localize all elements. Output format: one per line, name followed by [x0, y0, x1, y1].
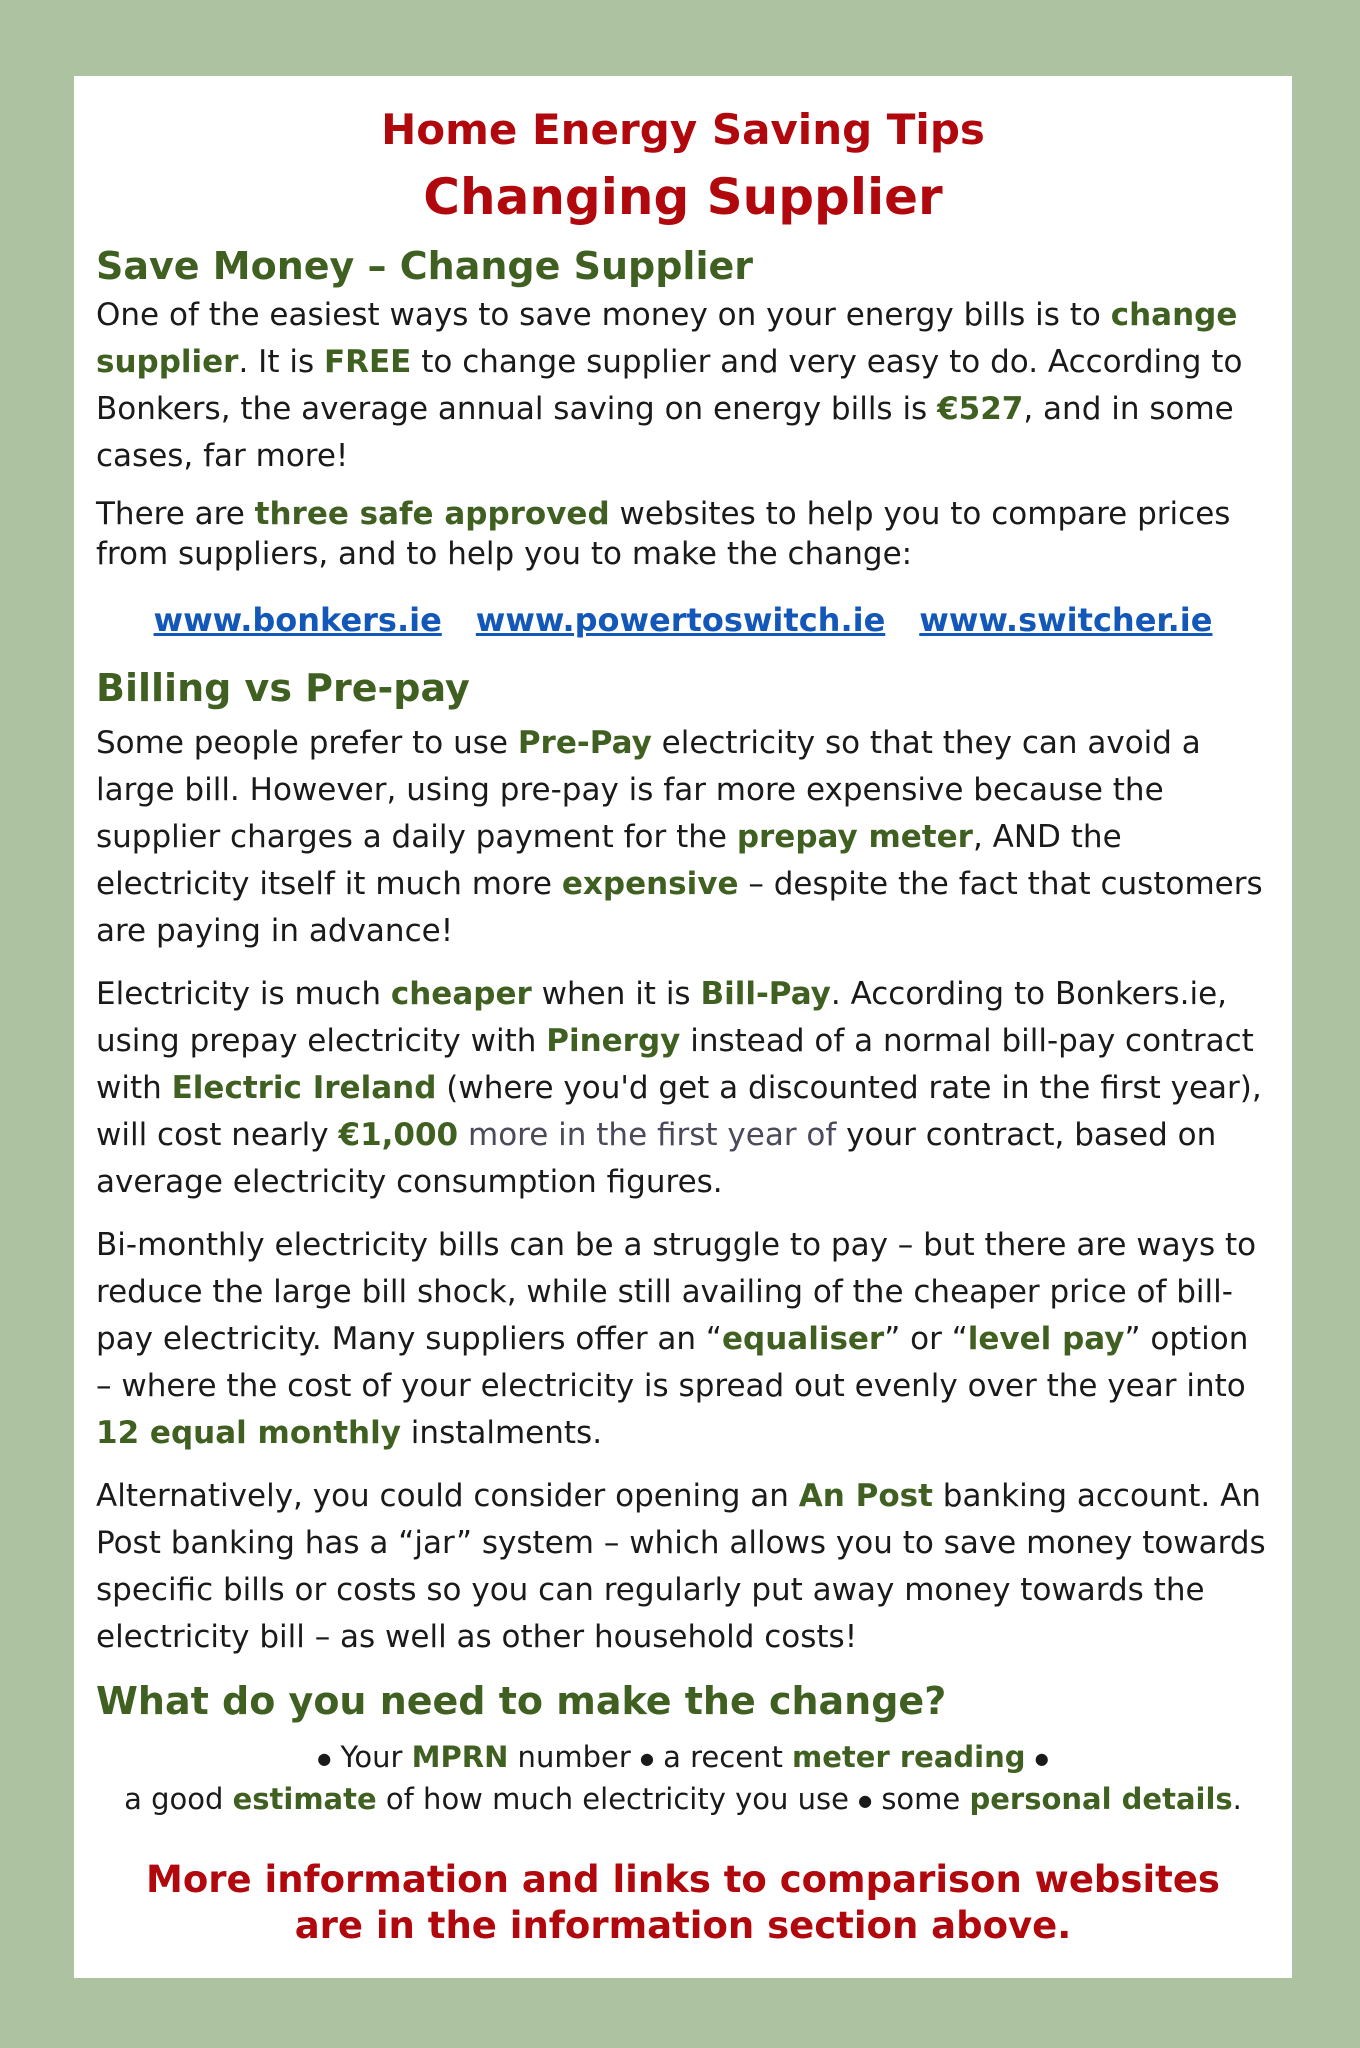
bullet-icon: ●	[858, 1791, 873, 1810]
section-heading-what-you-need: What do you need to make the change?	[96, 1679, 947, 1723]
requirements-list	[96, 1737, 1270, 1821]
page-subtitle: Changing Supplier	[423, 168, 943, 226]
paragraph-billpay: Electricity is much cheaper when it is Bill-Pay. According to Bonkers.ie, using prepay electricity with Pinergy instead of a normal bill-pay contract with Electric Ireland (where you'd get a discounted rate in the first year), will cost nearly €1,000 more in the first year of your contract, based on average electricity consumption figures.	[96, 976, 1262, 1200]
section-heading-save-money: Save Money – Change Supplier	[96, 244, 753, 288]
info-card	[74, 76, 1292, 1978]
footer-note	[96, 1857, 1270, 1949]
paragraph-an-post: Alternatively, you could consider opening an An Post banking account. An Post banking has a “jar” system – which allows you to save money towards specific bills or costs so you can regularly put away money towards the electricity bill – as well as other household costs!	[96, 1478, 1266, 1655]
footer-line-2: are in the information section above.	[294, 1904, 1072, 1947]
bullet-icon: ●	[317, 1749, 332, 1768]
link-bonkers[interactable]: www.bonkers.ie	[153, 601, 442, 639]
link-powertoswitch[interactable]: www.powertoswitch.ie	[475, 601, 886, 639]
requirements-line-2: a good estimate of how much electricity you use ● some personal details.	[124, 1782, 1242, 1816]
paragraph-bimonthly: Bi-monthly electricity bills can be a struggle to pay – but there are ways to reduce the large bill shock, while still availing of the cheaper price of bill-pay electricity. Many suppliers offer an “equaliser” or “level pay” option – where the cost of your electricity is spread out evenly over the year into 12 equal monthly instalments.	[96, 1227, 1257, 1451]
website-links	[96, 598, 1270, 642]
paragraph-save-money: One of the easiest ways to save money on your energy bills is to change supplier. It is FREE to change supplier and very easy to do. According to Bonkers, the average annual saving on energy bills is €527, and in some cases, far more!	[96, 297, 1243, 474]
page-title: Home Energy Saving Tips	[381, 105, 985, 154]
bullet-icon: ●	[639, 1749, 654, 1768]
footer-line-1: More information and links to comparison websites	[146, 1858, 1220, 1901]
section-heading-billing: Billing vs Pre-pay	[96, 666, 470, 710]
requirements-line-1: ● Your MPRN number ● a recent meter reading ●	[317, 1740, 1049, 1774]
paragraph-prepay: Some people prefer to use Pre-Pay electricity so that they can avoid a large bill. However, using pre-pay is far more expensive because the supplier charges a daily payment for the prepay meter, AND the electricity itself it much more expensive – despite the fact that customers are paying in advance!	[96, 725, 1263, 949]
paragraph-websites: There are three safe approved websites to help you to compare prices from suppliers, and to help you to make the change:	[96, 496, 1231, 572]
link-switcher[interactable]: www.switcher.ie	[919, 601, 1213, 639]
bullet-icon: ●	[1034, 1749, 1049, 1768]
